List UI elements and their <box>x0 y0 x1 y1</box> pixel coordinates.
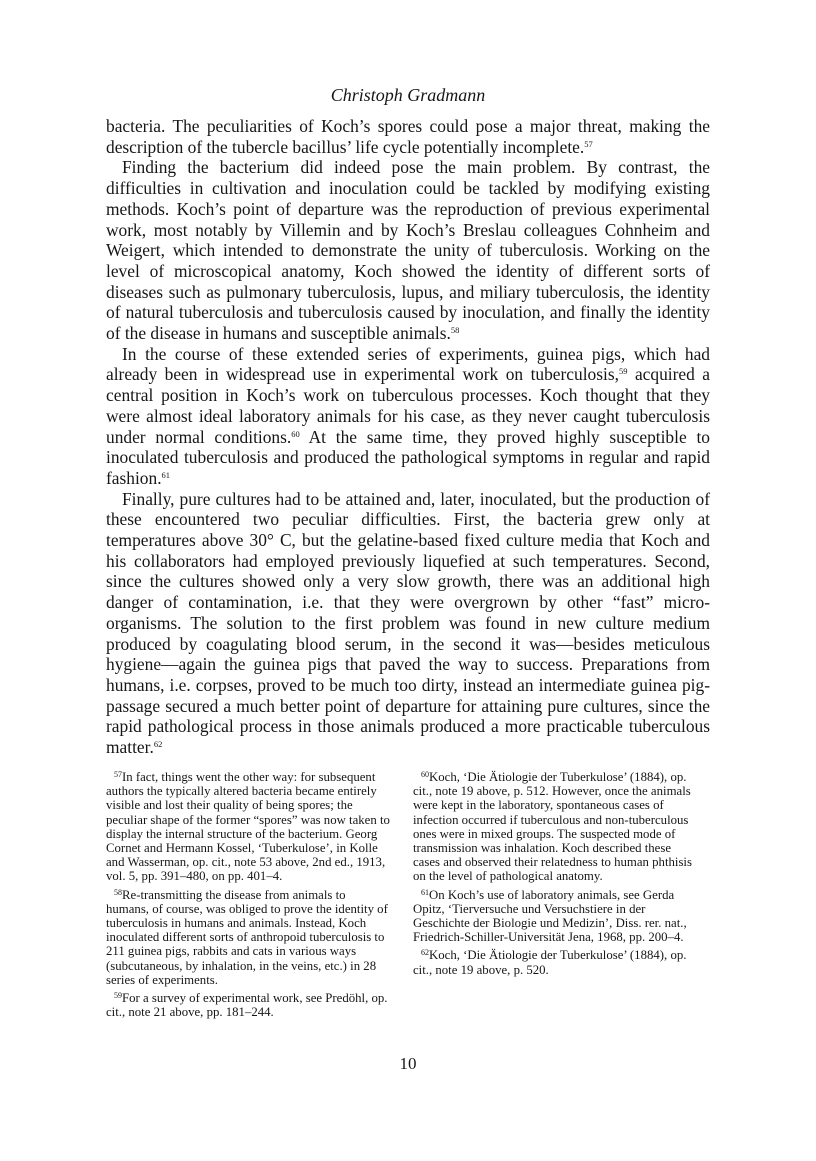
page-number: 10 <box>399 1054 417 1073</box>
footnote-59 <box>106 991 390 1019</box>
footnote-text: Koch, ‘Die Ätiologie der Tuberkulose’ (1884), op. cit., note 19 above, p. 520. <box>413 948 687 977</box>
paragraph-3 <box>106 344 710 489</box>
paragraph-text: Finally, pure cultures had to be attained and, later, inoculated, but the production of these encountered two peculiar difficulties. First, the bacteria grew only at temperatures above 30° C, but the gelatine-based fixed culture media that Koch and his collaborators had employed previously liquefied at such temperatures. Second, since the cultures showed only a very slow growth, there was an additional high danger of contamination, i.e. that they were overgrown by other “fast” micro-organisms. The solution to the first problem was found in new culture medium produced by coagulating blood serum, in the second it was—besides meticulous hygiene—again the guinea pigs that paved the way to success. Preparations from humans, i.e. corpses, proved to be much too dirty, instead an intermediate guinea pig-passage secured a much better point of departure for attaining pure cultures, since the rapid pathological process in those animals produced a more practicable tuberculous matter. <box>106 488 710 758</box>
footnote-number: 58 <box>114 887 122 897</box>
footnote-text: For a survey of experimental work, see Predöhl, op. cit., note 21 above, pp. 181–244. <box>106 991 388 1020</box>
footnote-60 <box>413 770 697 884</box>
paragraph-text: In the course of these extended series of experiments, guinea pigs, which had already been in widespread use in experimental work on tuberculosis, <box>106 343 710 385</box>
body-text <box>106 116 710 758</box>
footnote-number: 59 <box>114 991 122 1001</box>
footnote-57 <box>106 770 390 884</box>
paragraph-1 <box>106 116 710 157</box>
paragraph-4 <box>106 489 710 758</box>
paragraph-text: acquired a central position in Koch’s work on tuberculous processes. Koch thought that they were almost ideal laboratory animals for his case, as they never caught tuberculosis under normal conditions. <box>106 364 710 447</box>
footnote-61 <box>413 888 697 945</box>
footnote-ref-60[interactable]: 60 <box>291 428 300 439</box>
footnote-text: Koch, ‘Die Ätiologie der Tuberkulose’ (1884), op. cit., note 19 above, p. 512. However, once the animals were kept in the laboratory, spontaneous cases of infection occurred if tuberculous and non-tuberculous ones were in mixed groups. The suspected mode of transmission was inhalation. Koch described these cases and observed their relatedness to human phthisis on the level of pathological anatomy. <box>413 770 692 884</box>
running-header: Christoph Gradmann <box>330 85 486 105</box>
footnote-number: 61 <box>421 887 429 897</box>
footnote-62 <box>413 948 697 976</box>
footnotes-right-column <box>413 770 697 981</box>
paragraph-2 <box>106 157 710 343</box>
footnote-ref-59[interactable]: 59 <box>618 366 628 377</box>
paragraph-text: Finding the bacterium did indeed pose the main problem. By contrast, the difficulties in cultivation and inoculation could be tackled by modifying existing methods. Koch’s point of departure was the reproduction of previous experimental work, most notably by Villemin and by Koch’s Breslau colleagues Cohnheim and Weigert, which intended to demonstrate the unity of tuberculosis. Working on the level of microscopical anatomy, Koch showed the identity of different sorts of diseases such as pulmonary tuberculosis, lupus, and miliary tuberculosis, the identity of natural tuberculosis and tuberculosis caused by inoculation, and finally the identity of the disease in humans and susceptible animals. <box>106 157 710 344</box>
footnote-text: Re-transmitting the disease from animals to humans, of course, was obliged to prove the identity of tuberculosis in humans and animals. Instead, Koch inoculated different sorts of anthropoid tuberculosis to 211 guinea pigs, rabbits and cats in various ways (subcutaneous, by inhalation, in the veins, etc.) in 28 series of experiments. <box>106 887 388 987</box>
footnotes-left-column <box>106 770 390 1023</box>
footnote-number: 60 <box>421 770 429 779</box>
footnote-number: 57 <box>114 770 122 779</box>
paragraph-text: At the same time, they proved highly susceptible to inoculated tuberculosis and produced the pathological symptoms in regular and rapid fashion. <box>106 426 710 488</box>
footnote-ref-58[interactable]: 58 <box>450 325 460 336</box>
footnote-ref-61[interactable]: 61 <box>161 469 171 480</box>
footnote-58 <box>106 888 390 987</box>
footnote-text: On Koch’s use of laboratory animals, see Gerda Opitz, ‘Tierversuche und Versuchstiere in der Geschichte der Biologie und Medizin’, Diss. rer. nat., Friedrich-Schiller-Universität Jena, 1968, pp. 200–4. <box>413 887 687 945</box>
footnote-number: 62 <box>421 948 429 958</box>
footnote-text: In fact, things went the other way: for subsequent authors the typically altered bacteria became entirely visible and lost their quality of being spores; the peculiar shape of the former “spores” was now taken to display the internal structure of the bacterium. Georg Cornet and Hermann Kossel, ‘Tuberkulose’, in Kolle and Wasserman, op. cit., note 53 above, 2nd ed., 1913, vol. 5, pp. 391–480, on pp. 401–4. <box>106 770 390 884</box>
paragraph-text: bacteria. The peculiarities of Koch’s spores could pose a major threat, making the description of the tubercle bacillus’ life cycle potentially incomplete. <box>106 116 710 157</box>
footnote-ref-57[interactable]: 57 <box>584 138 593 149</box>
footnote-ref-62[interactable]: 62 <box>153 739 163 750</box>
